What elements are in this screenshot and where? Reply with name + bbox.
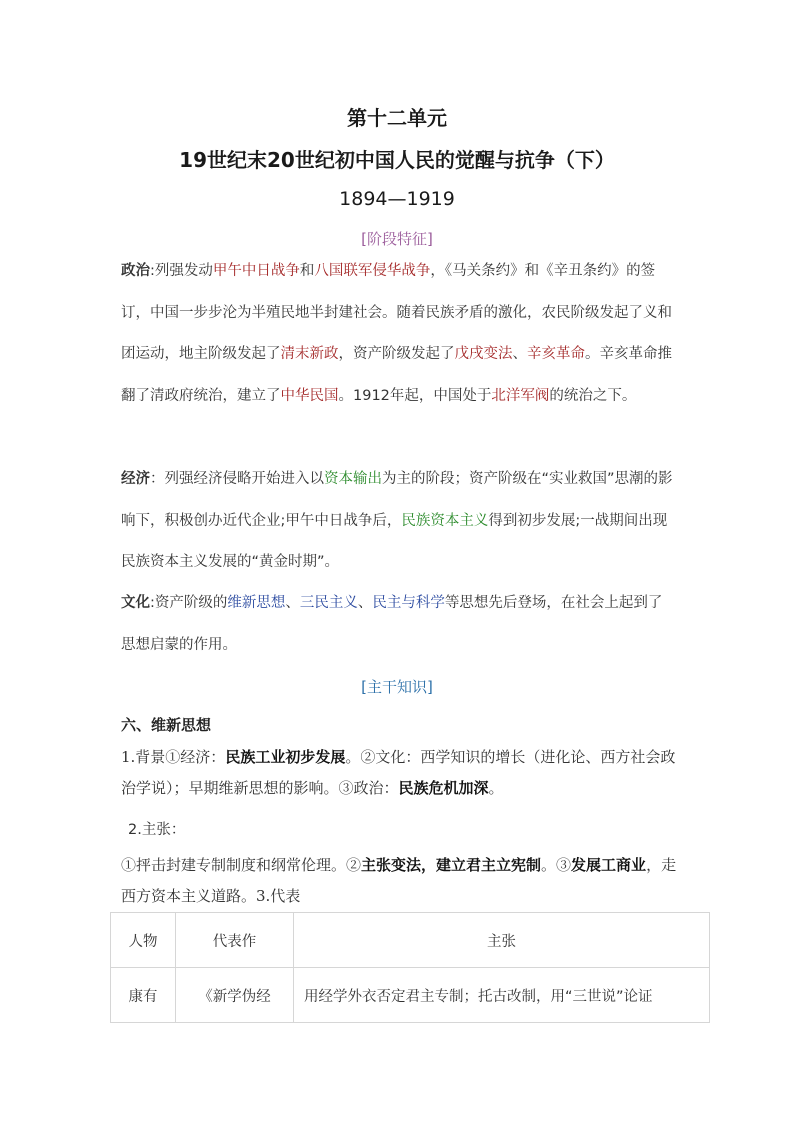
background-text: 。②文化：西学知识的增长（进化论、西方社会政治学说）；早期维新思想的影响。③政治：: [121, 748, 676, 797]
keyword-industry: 民族工业初步发展: [225, 748, 346, 766]
keyword-xinhai-revolution: 辛亥革命: [527, 346, 585, 362]
keyword-sino-japanese-war: 甲午中日战争: [212, 263, 300, 279]
politics-text: 、: [512, 346, 527, 362]
table-header: 代表作: [176, 913, 294, 968]
culture-text: 、: [357, 595, 373, 611]
politics-text: ，《马关条约》和《辛丑条约》的签订，中国一步步沦为半殖民地半封建社会。随着民族矛盾的激化，农民阶级发起了义和团运动，地主阶级发起了: [121, 263, 672, 362]
keyword-beiyang-warlords: 北洋军阀: [491, 387, 550, 404]
table-row: [111, 968, 710, 1023]
economy-text: 得到初步发展;一战期间出现民族资本主义发展的“黄金时期”。: [121, 512, 668, 570]
section-heading: 六、维新思想: [121, 716, 212, 734]
unit-title: 第十二单元: [347, 106, 447, 130]
claims-paragraph: [121, 850, 681, 912]
politics-label: 政治: [121, 263, 150, 279]
unit-years: 1894—1919: [339, 188, 455, 210]
background-paragraph: [121, 742, 681, 804]
culture-paragraph: 文化:资产阶级的维新思想、三民主义、民主与科学等思想先后登场，在社会上起到了思想启蒙的作用。: [121, 595, 663, 653]
keyword-eight-nation-war: 八国联军侵华战争: [314, 263, 431, 279]
politics-paragraph: 政治:列强发动甲午中日战争和八国联军侵华战争，《马关条约》和《辛丑条约》的签订，中国一步步沦为半殖民地半封建社会。随着民族矛盾的激化，农民阶级发起了义和团运动，地主阶级发起了清末新政，资产阶级发起了戊戌变法、辛亥革命。辛亥革命推翻了清政府统治，建立了中华民国。1912年起，中国处于北洋军阀的统治之下。: [121, 263, 672, 404]
claims-text: ，走西方资本主义道路。3.代表: [121, 856, 677, 905]
main-knowledge-label: [主干知识]: [361, 678, 433, 696]
keyword-national-capitalism: 民族资本主义: [401, 512, 489, 529]
table-header-row: [111, 913, 710, 968]
politics-text: 列强发动: [154, 263, 213, 279]
keyword-commerce: 发展工商业: [571, 856, 647, 874]
politics-text: 。1912年起，中国处于: [338, 387, 492, 404]
keyword-three-principles: 三民主义: [299, 595, 358, 611]
table-header: 人物: [111, 913, 176, 968]
unit-subtitle: 19世纪末20世纪初中国人民的觉醒与抗争（下）: [179, 148, 615, 172]
economy-text: 列强经济侵略开始进入以: [164, 471, 324, 487]
keyword-crisis: 民族危机加深: [398, 779, 489, 797]
economy-text: 为主的阶段；资产阶级在“实业救国”思潮的影响下，积极创办近代企业;甲午中日战争后，: [121, 471, 673, 529]
table-cell: 用经学外衣否定君主专制；托古改制，用“三世说”论证: [294, 968, 710, 1023]
background-text: 1.背景①经济：: [121, 748, 226, 766]
keyword-republic-of-china: 中华民国: [280, 387, 339, 404]
economy-label: 经济: [121, 471, 150, 487]
table-header: 主张: [294, 913, 710, 968]
keyword-constitutional-monarchy: 主张变法，建立君主立宪制: [361, 856, 542, 874]
economy-paragraph: 经济：列强经济侵略开始进入以资本输出为主的阶段；资产阶级在“实业救国”思潮的影响下，积极创办近代企业;甲午中日战争后，民族资本主义得到初步发展;一战期间出现民族资本主义发展的“黄金时期”。: [121, 471, 673, 570]
table-cell: 康有: [111, 968, 176, 1023]
table-cell: 《新学伪经: [176, 968, 294, 1023]
politics-text: 和: [299, 263, 315, 279]
keyword-democracy-science: 民主与科学: [372, 595, 445, 611]
background-text: 。: [488, 779, 504, 797]
claims-text: 。③: [541, 856, 572, 874]
culture-text: 等思想先后登场，在社会上起到了思想启蒙的作用。: [121, 595, 663, 653]
culture-text: 资产阶级的: [154, 595, 228, 611]
keyword-hundred-days-reform: 戊戌变法: [454, 346, 513, 362]
representatives-table: [110, 912, 710, 1023]
claims-text: ①抨击封建专制制度和纲常伦理。②: [121, 856, 362, 874]
culture-text: 、: [285, 595, 300, 611]
keyword-capital-export: 资本输出: [324, 471, 382, 487]
claims-label: 2.主张：: [128, 822, 186, 838]
politics-text: ，资产阶级发起了: [338, 346, 455, 362]
stage-features-label: [阶段特征]: [361, 230, 433, 248]
politics-text: 。辛亥革命推翻了清政府统治，建立了: [121, 346, 672, 404]
keyword-late-qing-reform: 清末新政: [280, 346, 339, 362]
keyword-reform-thought: 维新思想: [227, 595, 286, 611]
politics-text: 的统治之下。: [549, 387, 637, 404]
culture-label: 文化: [121, 595, 150, 611]
